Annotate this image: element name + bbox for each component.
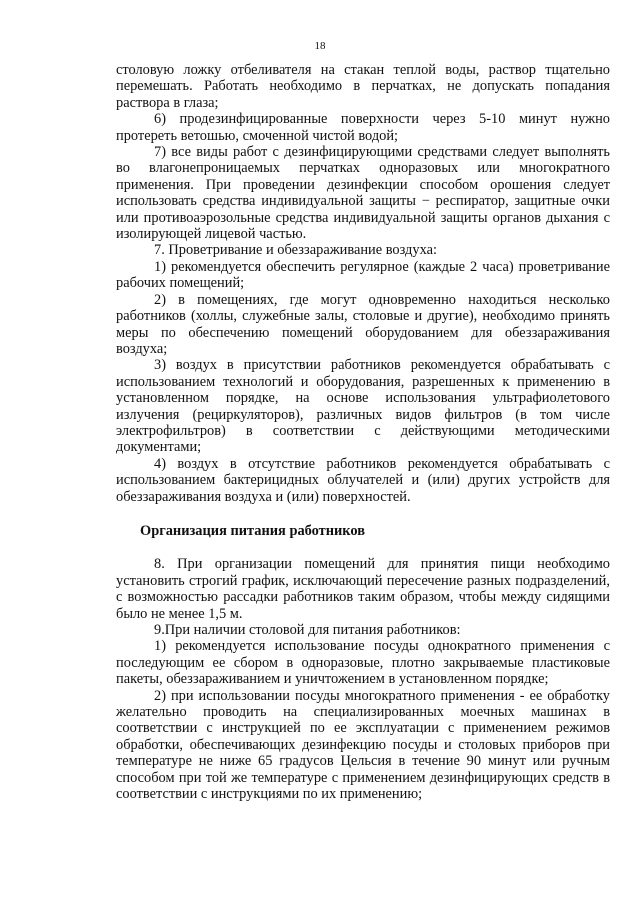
paragraph: 6) продезинфицированные поверхности через 5-10 минут нужно протереть ветошью, смоченной чистой водой;	[116, 111, 610, 144]
paragraph: 1) рекомендуется обеспечить регулярное (каждые 2 часа) проветривание рабочих помещений;	[116, 258, 610, 292]
paragraph: 1) рекомендуется использование посуды однократного применения с последующим ее сбором в одноразовые, плотно закрываемые пластиковые пакеты, обеззараживанием и уничтожением в установленном порядке;	[116, 638, 610, 688]
paragraph: 7. Проветривание и обеззараживание воздуха:	[154, 242, 437, 259]
paragraph: 7) все виды работ с дезинфицирующими средствами следует выполнять во влагонепроницаемых перчатках одноразовых или многократного применения. При проведении дезинфекции способом орошения следует использовать средства индивидуальной защиты − респиратор, защитные очки или противоаэрозольные средства индивидуальной защиты органов дыхания с изолирующей лицевой частью.	[116, 144, 610, 243]
paragraph: столовую ложку отбеливателя на стакан теплой воды, раствор тщательно перемешать. Работать необходимо в перчатках, не допускать попадания раствора в глаза;	[116, 62, 610, 111]
paragraph: 9.При наличии столовой для питания работников:	[154, 622, 461, 638]
paragraph: 8. При организации помещений для принятия пищи необходимо установить строгий график, исключающий пересечение разных подразделений, с возможностью рассадки работников таким образом, чтобы между сидящими было не менее 1,5 м.	[116, 556, 610, 622]
page-number: 18	[314, 40, 326, 52]
paragraph: 3) воздух в присутствии работников рекомендуется обрабатывать с использованием технологий и оборудования, разрешенных к применению в установленном порядке, на основе использования ультрафиолетового излучения (рециркуляторов), различных видов фильтров (в том числе электрофильтров) в соответствии с действующими методическими документами;	[116, 357, 610, 456]
document-body	[116, 62, 610, 802]
paragraph: 2) в помещениях, где могут одновременно находиться несколько работников (холлы, служебные залы, столовые и другие), необходимо принять меры по обеспечению помещений оборудованием для обеззараживания воздуха;	[116, 291, 610, 357]
paragraph: 2) при использовании посуды многократного применения - ее обработку желательно проводить на специализированных моечных машинах в соответствии с инструкцией по ее эксплуатации с применением режимов обработки, обеспечивающих дезинфекцию посуды и столовых приборов при температуре не ниже 65 градусов Цельсия в течение 90 минут или ручным способом при той же температуре с применением дезинфицирующих средств в соответствии с инструкциями по их применению;	[116, 687, 610, 803]
section-heading: Организация питания работников	[140, 522, 366, 539]
paragraph: 4) воздух в отсутствие работников рекомендуется обрабатывать с использованием бактерицидных облучателей и (или) других устройств для обеззараживания воздуха и (или) поверхностей.	[116, 455, 610, 505]
